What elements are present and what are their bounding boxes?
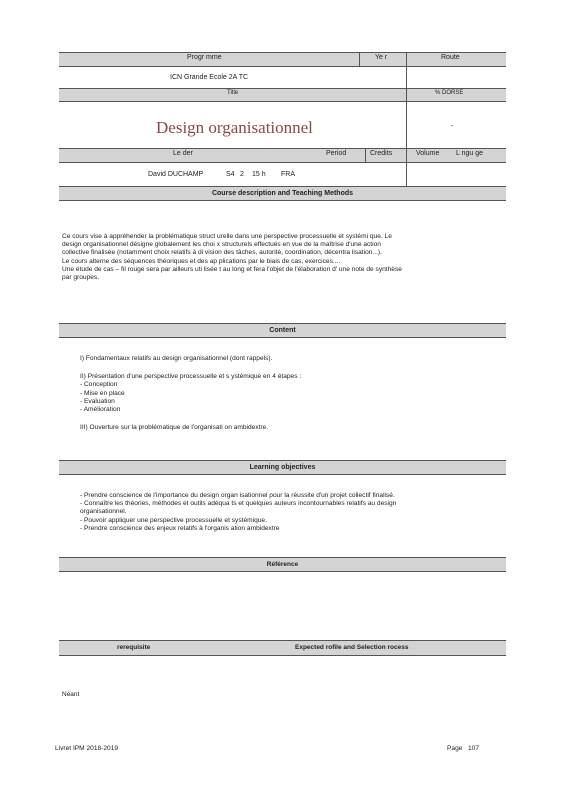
header-row-title xyxy=(59,89,506,102)
description-line: Une étude de cas – fil rouge sera par ailleurs uti lisée t au long et fera l'objet de l'élaboration d' une note de synthèse xyxy=(62,265,402,273)
description-line: design organisationnel désigne globalement les choi x structurels effectués en vue de la maîtrise d'une action xyxy=(62,241,381,249)
description-line: Le cours alterne des séquences théoriques et des ap plications par le biais de cas, exercices.... xyxy=(62,257,341,265)
list-item: I) Fondamentaux relatifs au design organisationnel (dont rappels). xyxy=(80,355,273,362)
divider xyxy=(359,53,360,66)
list-item: - Connaître les théories, méthodes et outils adéqua ts et quelques auteurs incontournables relatifs au design xyxy=(80,500,397,508)
divider xyxy=(59,148,506,149)
section-heading-description: Course description and Teaching Methods xyxy=(59,186,506,201)
footer-left: Livret IPM 2018-2019 xyxy=(55,745,119,752)
objectives-list xyxy=(80,492,396,533)
table-top-border xyxy=(59,52,506,53)
title-label: Title xyxy=(227,90,239,96)
language-label: L ngu ge xyxy=(456,150,483,157)
prerequisite-header xyxy=(59,640,506,656)
list-item: - Pouvoir appliquer une perspective processuelle et systémique. xyxy=(80,516,267,524)
page-number: 107 xyxy=(468,745,480,752)
period-label: Period xyxy=(326,150,347,157)
description-line: Ce cours vise à appréhender la problématique struct urelle dans une perspective processuelle et systémi que. Le xyxy=(62,233,392,240)
section-heading-objectives: Learning objectives xyxy=(59,460,506,475)
prerequisite-value: Néant xyxy=(62,691,80,698)
list-item: II) Présentation d'une perspective processuelle et s ystémique en 4 étapes : xyxy=(80,373,302,381)
list-item: - Prendre conscience des enjeux relatifs à l'organis ation ambidextre xyxy=(80,524,280,532)
year-label: Ye r xyxy=(375,54,388,61)
list-item: - Conception xyxy=(80,381,118,389)
prerequisite-heading: rerequisite xyxy=(117,644,151,651)
programme-label: Progr mme xyxy=(187,54,222,61)
programme-value: ICN Grande Ecole 2A TC xyxy=(170,74,249,81)
list-item: - Amélioration xyxy=(80,406,121,414)
description-line: par groupes. xyxy=(62,274,100,282)
dorse-label: % DORSE xyxy=(435,90,464,96)
language-value: FRA xyxy=(281,171,295,178)
content-list xyxy=(80,355,301,432)
volume-value: 15 h xyxy=(252,171,266,178)
credits-label: Credits xyxy=(370,150,393,157)
header-row-programme xyxy=(59,53,506,67)
expected-profile-heading: Expected rofile and Selection rocess xyxy=(295,644,409,651)
page-label: Page xyxy=(447,745,463,752)
list-item: - Prendre conscience de l'importance du design organ isationnel pour la réussite d'un projet collectif finalisé. xyxy=(80,492,395,499)
leader-label: Le der xyxy=(173,150,193,157)
list-item: - Mise en place xyxy=(80,389,125,397)
dorse-value: - xyxy=(451,123,454,130)
credits-value: 2 xyxy=(240,171,244,178)
description-line: collective finalisée (notamment choix relatifs à di vision des tâches, autorité, coordination, décentra lisation...). xyxy=(62,249,382,257)
list-item: organisationnel. xyxy=(80,508,127,516)
list-item: - Evaluation xyxy=(80,397,115,405)
route-label: Route xyxy=(441,54,460,61)
section-heading-reference: Référence xyxy=(59,557,506,572)
divider xyxy=(365,149,366,162)
description-text xyxy=(62,233,502,282)
period-value: S4 xyxy=(226,171,235,178)
leader-value: David DUCHAMP xyxy=(148,171,204,178)
header-row-leader xyxy=(59,149,506,163)
volume-label: Volume xyxy=(416,150,440,157)
section-heading-content: Content xyxy=(59,323,506,338)
list-item: III) Ouverture sur la problématique de l'organisati on ambidextre. xyxy=(80,424,269,432)
course-title: Design organisationnel xyxy=(156,118,313,137)
divider xyxy=(406,53,407,186)
